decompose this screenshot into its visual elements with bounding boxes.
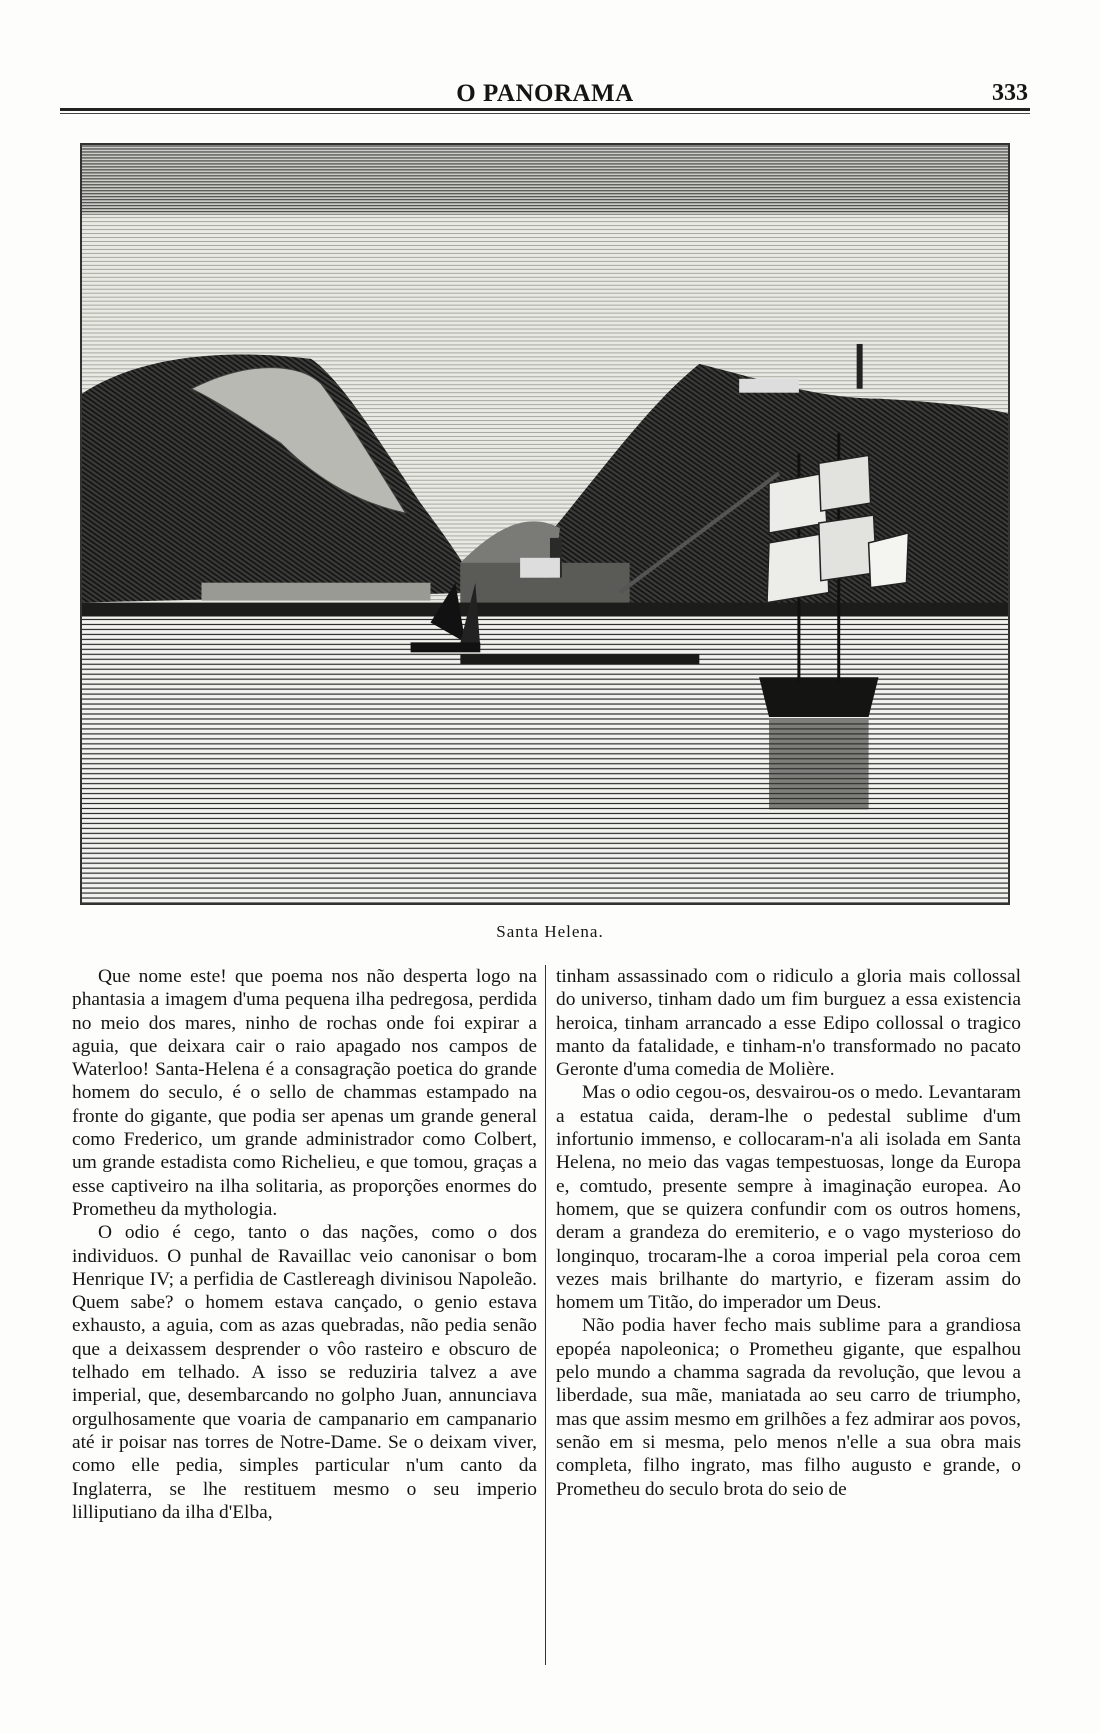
header-rule-thin: [60, 113, 1030, 114]
figure-caption: Santa Helena.: [496, 922, 604, 941]
running-header: [60, 76, 1030, 112]
paragraph: Mas o odio cegou-os, desvairou-os o medo. Levantaram a estatua caida, deram-lhe o pedestal sublime d'um infortunio immenso, e collocaram-n'a ali isolada em Santa Helena, no meio das vagas tempestuosas, longe da Europa e, comtudo, presente sempre à imaginação europea. Ao homem, que se quizera confundir com os outros homens, deram a grandeza do eremiterio, e o vago mysterioso do longinquo, trocaram-lhe a coroa imperial pela coroa cem vezes mais brilhante do martyrio, e fizeram assim do homem um Titão, do imperador um Deus.: [556, 1082, 1021, 1314]
column-divider: [545, 965, 546, 1665]
text-column-right: [556, 965, 1021, 1501]
engraving-santa-helena-harbor-icon: [82, 145, 1008, 903]
santa-helena-engraving: [80, 143, 1010, 905]
header-rule-thick: [60, 108, 1030, 111]
paragraph: Não podia haver fecho mais sublime para a grandiosa epopéa napoleonica; o Prometheu gigante, que espalhou pelo mundo a chamma sagrada da revolução, que levou a liberdade, sua mãe, maniatada ao seu carro de triumpho, mas que assim mesmo em grilhões a fez admirar aos povos, senão em si mesma, pelo menos n'elle a sua obra mais completa, filho ingrato, mas filho augusto e grande, o Prometheu do seculo brota do seio de: [556, 1315, 1021, 1500]
page-number: 333: [992, 80, 1028, 106]
paragraph: O odio é cego, tanto o das nações, como o dos individuos. O punhal de Ravaillac veio canonisar o bom Henrique IV; a perfidia de Castlereagh divinisou Napoleão. Quem sabe? o homem estava cançado, o genio estava exhausto, a aguia, com as azas quebradas, não pedia senão que a deixassem desprender o vôo rasteiro e obscuro de telhado em telhado. A isso se reduziria talvez a ave imperial, que, desembarcando no golpho Juan, annunciava orgulhosamente que voaria de campanario em campanario até ir poisar nas torres de Notre-Dame. Se o deixam viver, como elle pedia, simples particular n'um canto da Inglaterra, se lhe restituem mesmo o seu imperio lilliputiano da ilha d'Elba,: [72, 1222, 537, 1523]
text-column-left: [72, 965, 537, 1524]
paragraph: tinham assassinado com o ridiculo a gloria mais collossal do universo, tinham dado um fim burguez a essa existencia heroica, tinham arrancado a esse Edipo collossal o tragico manto da fatalidade, e tinham-n'o transformado no pacato Geronte d'uma comedia de Molière.: [556, 966, 1021, 1081]
paragraph: Que nome este! que poema nos não desperta logo na phantasia a imagem d'uma pequena ilha pedregosa, perdida no meio dos mares, ninho de rochas onde foi expirar a aguia, que deixara cair o raio apagado nos campos de Waterloo! Santa-Helena é a consagração poetica do grande homem do seculo, é o sello de chammas estampado na fronte do gigante, que podia ser apenas um grande general como Frederico, um grande administrador como Colbert, um grande estadista como Richelieu, e que tomou, graças a esse captiveiro na ilha solitaria, as proporções enormes do Prometheu da mythologia.: [72, 966, 537, 1220]
publication-title: O PANORAMA: [456, 80, 634, 107]
